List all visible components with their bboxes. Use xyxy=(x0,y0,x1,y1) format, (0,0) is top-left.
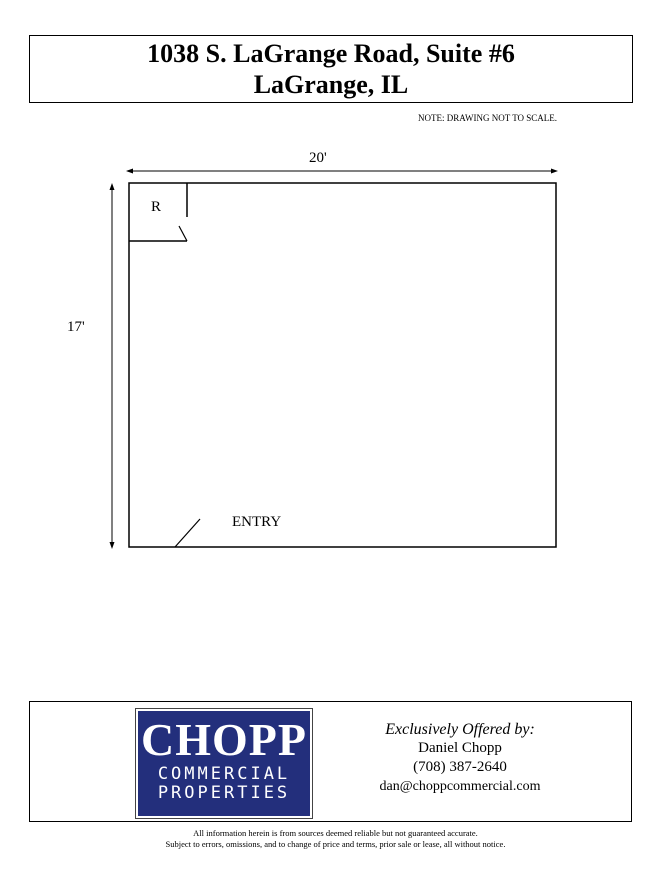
disclaimer xyxy=(0,828,671,850)
restroom-door-swing xyxy=(179,226,187,241)
address-line-1: 1038 S. LaGrange Road, Suite #6 xyxy=(147,39,515,68)
offered-by-label: Exclusively Offered by: xyxy=(385,721,535,738)
height-label: 17' xyxy=(67,319,85,335)
entry-label: ENTRY xyxy=(232,514,282,530)
logo-line-2: PROPERTIES xyxy=(157,783,291,803)
logo-main-text: CHOPP xyxy=(141,714,307,765)
footer-box xyxy=(29,701,632,822)
height-dimension-line xyxy=(110,183,115,549)
entry-door-swing xyxy=(175,519,200,547)
logo-line-1: COMMERCIAL xyxy=(157,764,291,784)
contact-email[interactable]: dan@choppcommercial.com xyxy=(379,779,541,794)
disclaimer-line-2: Subject to errors, omissions, and to change of price and terms, prior sale or lease, all without notice. xyxy=(165,839,506,849)
logo-background xyxy=(138,711,310,816)
contact-phone: (708) 387-2640 xyxy=(413,759,507,775)
scale-note: NOTE: DRAWING NOT TO SCALE. xyxy=(418,113,558,123)
contact-block xyxy=(360,720,560,796)
contact-name: Daniel Chopp xyxy=(418,740,502,756)
room-outline xyxy=(129,183,556,547)
width-dimension-line xyxy=(126,169,558,174)
company-logo xyxy=(135,708,313,819)
restroom-label: R xyxy=(151,199,162,215)
disclaimer-line-1: All information herein is from sources deemed reliable but not guaranteed accurate. xyxy=(193,828,478,838)
width-label: 20' xyxy=(309,150,327,166)
address-line-2: LaGrange, IL xyxy=(253,70,409,99)
